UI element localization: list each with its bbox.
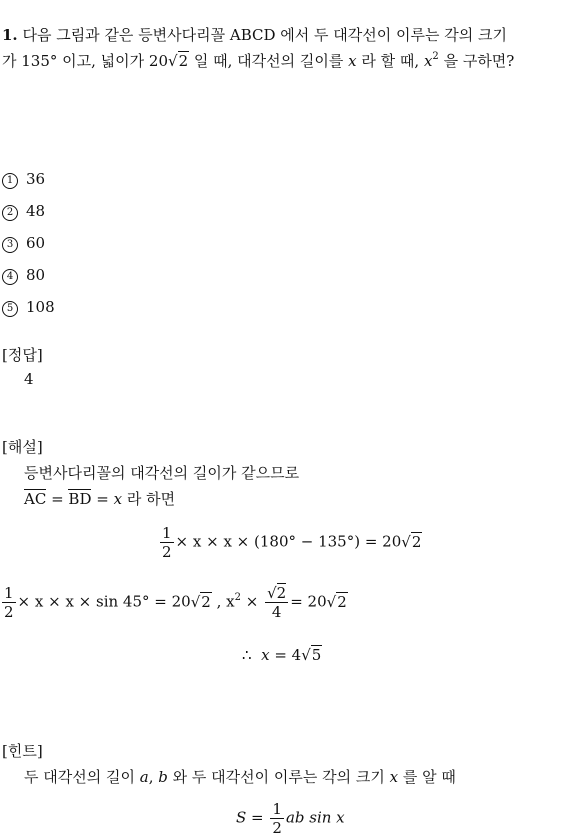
denominator: 2 [4,603,14,621]
fraction [160,524,174,561]
option-mark-icon: 5 [2,301,18,317]
hint-text: 와 두 대각선이 이루는 각의 크기 [172,768,385,786]
question-text-2d: 을 구하면? [438,52,515,70]
option-2[interactable] [2,202,45,221]
question-line-1 [2,24,507,45]
sqrt-symbol: √2 [401,532,422,551]
therefore-symbol: ∴ [242,646,252,664]
var-x: x [348,52,357,70]
numerator: 1 [272,800,282,818]
question-text-2b: 일 때, 대각선의 길이를 [189,52,344,70]
sqrt-value: 5 [311,646,322,664]
question-text-2a: 가 135° 이고, 넓이가 20 [2,52,168,70]
option-1[interactable] [2,170,45,189]
formula-1 [158,524,422,561]
sqrt-value: 2 [178,52,189,70]
var-x: x [113,490,123,508]
var-x: x [261,646,270,664]
fraction [270,800,284,837]
option-mark-icon: 1 [2,173,18,189]
hint-text: 두 대각선의 길이 [24,768,135,786]
option-4[interactable] [2,266,45,285]
answer-heading: [정답] [2,346,43,364]
exponent: 2 [234,591,241,603]
fraction [2,584,16,621]
option-value: 36 [26,170,46,188]
option-value: 48 [26,202,46,220]
hint-text: 를 알 때 [402,768,456,786]
option-mark-icon: 3 [2,237,18,253]
option-value: 60 [26,234,46,252]
question-text-1: 다음 그림과 같은 등변사다리꼴 ABCD 에서 두 대각선이 이루는 각의 크기 [22,26,508,44]
explanation-heading: [해설] [2,438,43,456]
formula-eq: = 20 [290,592,327,611]
hint-formula [236,800,345,837]
answer-value: 4 [24,370,34,388]
sqrt-symbol: √2 [168,52,189,70]
segment-bd: BD [68,490,92,508]
question-number: 1. [2,26,18,44]
numerator: √2 [267,584,287,602]
var-s: S [236,808,247,827]
numerator: 1 [4,584,14,602]
equals: = [46,490,69,508]
explanation-text: 라 하면 [122,490,176,508]
formula-body: × x × x × sin 45° = 20 [17,592,191,611]
option-mark-icon: 4 [2,269,18,285]
times: × [240,592,259,611]
explanation-line-1: 등변사다리꼴의 대각선의 길이가 같으므로 [24,464,300,482]
formula-tail: ab sin x [285,808,345,827]
option-value: 80 [26,266,46,284]
exponent: 2 [432,51,439,62]
hint-heading: [힌트] [2,742,43,760]
sqrt-symbol: √5 [301,646,322,664]
equals: = [246,808,269,827]
sqrt-value: 2 [276,584,287,602]
numerator: 1 [162,524,172,542]
var-a: a [139,768,149,786]
formula-body: × x × x × (180° − 135°) = 20 [175,532,402,551]
result-line [242,646,322,664]
option-5[interactable] [2,298,55,317]
segment-ac: AC [24,490,47,508]
option-mark-icon: 2 [2,205,18,221]
sqrt-value: 2 [201,592,211,611]
sqrt-value: 2 [337,592,347,611]
comma: , [148,768,154,786]
hint-line-1 [24,766,456,787]
sqrt-symbol: √2 [326,592,347,611]
denominator: 4 [271,603,282,621]
option-3[interactable] [2,234,45,253]
result-eq: = 4 [269,646,302,664]
formula-2 [0,584,348,621]
question-text-2c: 라 할 때, [356,52,420,70]
denominator: 2 [162,543,172,561]
var-x2: x [423,52,433,70]
sqrt-symbol: √2 [190,592,211,611]
denominator: 2 [272,819,282,837]
option-value: 108 [26,298,55,316]
question-line-2 [2,50,514,71]
fraction-sqrt [265,584,288,621]
formula-mid: , x [211,592,235,611]
var-b: b [158,768,168,786]
equals: = [91,490,114,508]
var-x: x [389,768,399,786]
explanation-line-2 [24,488,175,509]
sqrt-value: 2 [411,532,422,551]
